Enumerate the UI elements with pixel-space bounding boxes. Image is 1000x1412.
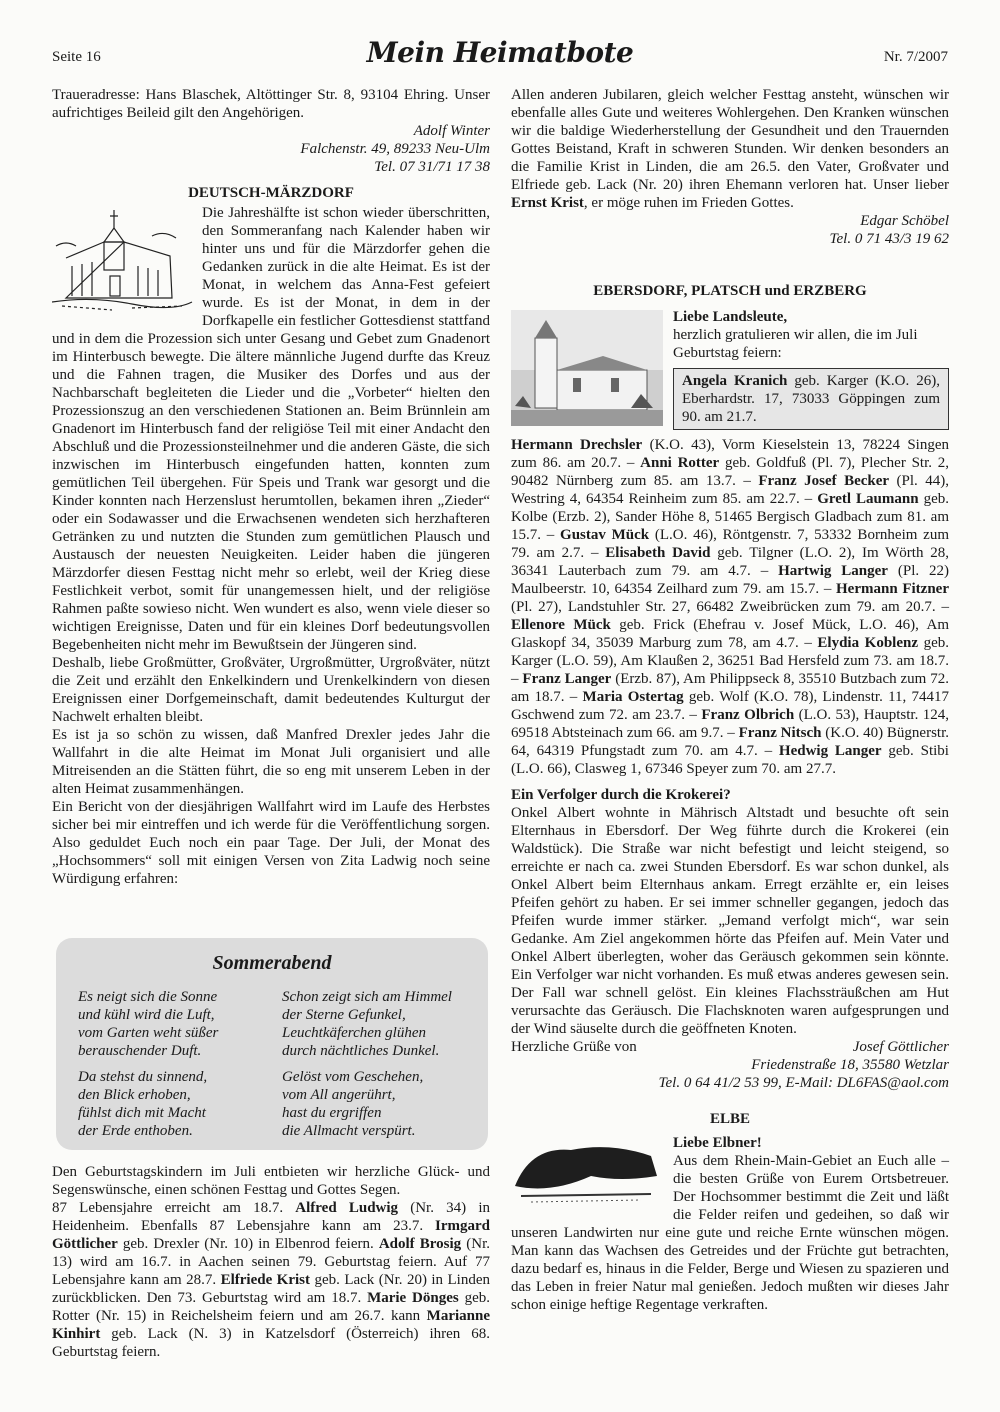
poem-title: Sommerabend	[212, 952, 332, 974]
left-column	[52, 86, 490, 888]
birthday-name: Hedwig Langer	[778, 743, 882, 759]
text-fragment: Herzliche Grüße von	[511, 1039, 637, 1055]
text-fragment: 87 Lebensjahre erreicht am 18.7.	[52, 1200, 296, 1216]
text-fragment: (Nr. 34) in Heidenheim. Ebenfalls 87 Lebensjahre kann am 23.7.	[52, 1200, 490, 1234]
birthday-name: Franz Josef Becker	[758, 473, 890, 489]
page-number: Seite 16	[52, 49, 101, 65]
greeting-text: herzlich gratulieren wir allen, die im Juli Geburtstag feiern:	[673, 327, 918, 361]
birthday-section	[52, 1163, 490, 1361]
birthday-name: Franz Langer	[522, 671, 612, 687]
condolence-text: Traueradresse: Hans Blaschek, Altöttinger Str. 8, 93104 Ehring. Unser aufrichtiges Beileid gilt den Angehörigen.	[52, 87, 490, 121]
text-fragment: geb. Karger (K.O. 26), Eberhardstr. 17, 73033 Göppingen zum 90. am 21.7.	[682, 373, 940, 425]
birthday-details: (K.O. 43), Vorm Kieselstein 13, 78224 Singen zum 86. am 20.7. –	[511, 437, 949, 471]
signature-address: Friedenstraße 18, 35580 Wetzlar	[751, 1057, 949, 1073]
story-text: Onkel Albert wohnte in Mährisch Altstadt und besuchte oft sein Elternhaus in Ebersdorf. Der Weg führte durch die Krokerei (ein Waldstück). Die Straße war nicht befestigt und leicht steigend, so erreichte er nach ca. zwei Stunden Ebersdorf. Es war schon dunkel, als Onkel Albert beim Elternhaus ankam. Erregt erzählte er, ein leises Pfeifen gehört zu haben. Er sei immer schneller gegangen, jedoch das Pfeifen wurde immer stärker. „Jemand verfolgt mich“, war sein Gedanke. Am Ziel angekommen hörte das Pfeifen auf. Mein Vater und Onkel Albert überlegten, woher das Geräusch gekommen sein könnte. Ein Verfolger war nicht vorhanden. Es muß etwas anderes gewesen sein. Der Fall war schnell gelöst. Ein kleines Flachssträußchen am Hut verursachte das Geräusch. Die Flachsknoten waren aufgesprungen und der Wind säuselte durch die geöffneten Knoten.	[511, 805, 949, 1037]
text-fragment: geb. Drexler (Nr. 10) in Elbenrod feiern.	[117, 1236, 379, 1252]
issue-number: Nr. 7/2007	[883, 49, 948, 65]
section-heading: EBERSDORF, PLATSCH und ERZBERG	[593, 283, 867, 299]
masthead-logo: Mein Heimatbote	[366, 36, 634, 69]
section-heading: DEUTSCH-MÄRZDORF	[188, 185, 354, 201]
wishes-text	[511, 86, 949, 212]
birthday-name: Anni Rotter	[640, 455, 720, 471]
signature-name: Josef Göttlicher	[852, 1039, 949, 1055]
birthday-details: geb. Wolf (K.O. 78), Lindenstr. 11, 74417 Gschwend zum 72. am 23.7. –	[511, 689, 950, 723]
birthday-name: Elfriede Krist	[220, 1272, 311, 1288]
birthday-list	[52, 1199, 490, 1361]
birthday-name: Hartwig Langer	[778, 563, 888, 579]
birthday-name: Gustav Mück	[560, 527, 650, 543]
landscape-illustration	[511, 1136, 663, 1206]
poem-stanza-1: Es neigt sich die Sonne und kühl wird die Luft, vom Garten weht süßer berauschender Duft.	[78, 989, 219, 1059]
greeting-heading: Liebe Landsleute,	[673, 309, 788, 325]
regards-line	[511, 1038, 949, 1056]
highlight-box	[673, 368, 949, 430]
birthday-name: Maria Ostertag	[582, 689, 684, 705]
birthday-name: Marianne Kinhirt	[52, 1308, 490, 1342]
signature-address: Falchenstr. 49, 89233 Neu-Ulm	[300, 141, 490, 157]
text-fragment: geb. Lack (N. 3) in Katzelsdorf (Österreich) ihren 68. Geburtstag feiern.	[52, 1326, 490, 1360]
birthday-name: Hermann Drechsler	[511, 437, 643, 453]
birthday-name: Irmgard Göttlicher	[52, 1218, 490, 1252]
birthday-details: (Pl. 27), Landstuhler Str. 27, 66482 Zweibrücken zum 79. am 20.7. –	[511, 599, 949, 615]
birthday-details: geb. Stibi (L.O. 66), Clasweg 1, 67346 Speyer zum 70. am 27.7.	[511, 743, 949, 777]
article-body-1: Die Jahreshälfte ist schon wieder überschritten, den Sommeranfang nach Kalender haben wir hinter uns und für die Märzdorfer gehen die Gedanken zurück in die alte Heimat. Es ist der Monat, in welchem das Anna-Fest gefeiert wurde. Es ist der Monat, in dem in der Dorfkapelle ein festlicher Gottesdienst stattfand und in dem die Prozession sich unter Gesang und Gebet zum Gnadenort im Hinterbusch bewegte. Die ältere männliche Jugend durfte das Kreuz und die Fahnen tragen, die Musiker des Dorfes und aus der Nachbarschaft begleiteten die Lieder und die „Vorbeter“ hielten den Prozessionszug an den verschiedenen Stationen an. Beim Brünnlein am Gnadenort im Hinterbusch fand der religiöse Teil mit einer Andacht den Abschluß und die Prozessionsteilnehmer und die anderen Gäste, die sich inzwischen im Hinterbusch eingefunden hatten, konnten zum gemütlichen Teil übergehen. Für Speis und Trank war gesorgt und die Kinder konnten nach Herzenslust herumtollen, bekamen ihren „Zieder“ oder ein Sodawasser und die Erwachsenen wendeten sich herzhafteren Getränken zu und nutzten die Stunden zum gemütlichen Plausch und Austausch der neuesten Neuigkeiten. Leider haben die jüngeren Märzdorfer diesen Festtag nicht mehr so erlebt, weil der Krieg diese Festlichkeit verbot, somit für unangemessen hielt, und der religiöse Rahmen paßte sowieso nicht. Wen wundert es also, wenn viele dieser so wichtigen Ereignisse, Daten und für ein kleines Dorf bedeutungsvollen Begebenheiten nicht mehr im Bewußtsein der Jüngeren sind.	[52, 205, 490, 653]
birthday-details: (Erzb. 87), Am Philippseck 8, 35510 Butzbach zum 72. am 18.7. –	[511, 671, 950, 705]
poem-stanza-4: Gelöst vom Geschehen, vom All angerührt, hast du ergriffen die Allmacht verspürt.	[282, 1069, 424, 1139]
poem-stanza-3: Da stehst du sinnend, den Blick erhoben, fühlst dich mit Macht der Erde enthoben.	[78, 1069, 208, 1139]
birthday-details: (Pl. 22) Maulbeerstr. 10, 64354 Zeilhard zum 79. am 15.7. –	[511, 563, 949, 597]
greeting-heading: Liebe Elbner!	[673, 1135, 762, 1151]
birthday-name: Franz Nitsch	[738, 725, 822, 741]
birthday-name: Hermann Fitzner	[836, 581, 949, 597]
text-fragment: geb. Rotter (Nr. 15) in Reichelsheim feiern und am 26.7. kann	[52, 1290, 490, 1324]
birthday-details: geb. Frick (Ehefrau v. Josef Mück, L.O. 46), Am Glaskopf 34, 35039 Marburg zum 78, am 4.7. –	[511, 617, 950, 651]
church-photo	[511, 310, 663, 426]
birthday-details: (L.O. 46), Röntgenstr. 7, 53332 Bornheim zum 79. am 2.7. –	[511, 527, 950, 561]
birthday-name: Elydia Koblenz	[817, 635, 919, 651]
highlight-name: Angela Kranich	[682, 373, 788, 389]
birthday-list-right	[511, 436, 949, 778]
birthday-name: Marie Dönges	[367, 1290, 459, 1306]
signature-phone: Tel. 0 71 43/3 19 62	[829, 231, 949, 247]
birthday-details: (Pl. 44), Westring 4, 64354 Reinheim zum 85. am 22.7. –	[511, 473, 949, 507]
birthday-details: (L.O. 53), Hauptstr. 124, 69518 Abtsteinach zum 66. am 9.7. –	[511, 707, 950, 741]
birthday-name: Gretl Laumann	[817, 491, 919, 507]
article-body-3: Es ist ja so schön zu wissen, daß Manfred Drexler jedes Jahr die Wallfahrt in die alte Heimat im Monat Juli organisiert und alle Mitreisenden an die Stätten führt, die so eng mit unserem Leben in der alten Heimat zusammenhängen.	[52, 727, 490, 797]
birthday-details: geb. Tilgner (L.O. 2), Im Wörth 28, 36341 Lauterbach zum 79. am 4.7. –	[511, 545, 950, 579]
memorial-name: Ernst Krist	[511, 195, 584, 211]
birthday-details: geb. Kolbe (Erzb. 2), Sander Höhe 8, 51465 Bergisch Gladbach zum 81. am 15.7. –	[511, 491, 949, 543]
right-column	[511, 86, 949, 1314]
text-fragment: geb. Lack (Nr. 20) in Linden zurückblicken. Den 73. Geburtstag wird am 18.7.	[52, 1272, 490, 1306]
poem-box	[56, 938, 488, 1150]
article-body-2: Deshalb, liebe Großmütter, Großväter, Urgroßmütter, Urgroßväter, nützt die Zeit und erzählt den Enkelkindern und Urenkelkindern von diesen Ereignissen einer Dorfgemeinschaft, damit bedeutendes Kulturgut der Nachwelt erhalten bleibt.	[52, 655, 490, 725]
signature-name: Edgar Schöbel	[860, 213, 949, 229]
birthday-name: Alfred Ludwig	[295, 1200, 399, 1216]
signature-name: Adolf Winter	[413, 123, 490, 139]
article-body-4: Ein Bericht von der diesjährigen Wallfahrt wird im Laufe des Herbstes sicher bei mir eintreffen und ich werde für die Veröffentlichung sorgen. Also geduldet Euch noch ein paar Tage. Der Juli, der Monat des „Hochsommers“ soll mit einigen Versen von Zita Ladwig noch seine Würdigung erfahren:	[52, 799, 490, 887]
text-fragment: , er möge ruhen im Frieden Gottes.	[583, 195, 794, 211]
birthday-name: Ellenore Mück	[511, 617, 611, 633]
poem-stanza-2: Schon zeigt sich am Himmel der Sterne Gefunkel, Leuchtkäferchen glühen durch nächtliches Dunkel.	[282, 989, 452, 1059]
text-fragment: (Nr. 13) wird am 16.7. in Aachen seinen 79. Geburtstag feiern. Auf 77 Lebensjahre kann am 28.7.	[52, 1236, 491, 1288]
birthday-intro: Den Geburtstagskindern im Juli entbieten wir herzliche Glück- und Segenswünsche, einen schönen Festtag und Gottes Segen.	[52, 1164, 490, 1198]
text-fragment: Allen anderen Jubilaren, gleich welcher Festtag ansteht, wünschen wir ebenfalle alles Gute und weiteres Wohlergehen. Den Kranken wünschen wir die baldige Wiederherstellung der Gesundheit und den Trauernden Gottes Beistand, Kraft in schweren Stunden. Wir denken besonders an die Familie Krist in Linden, die am 26.5. den Vater, Großvater und Elfriede geb. Lack (Nr. 20) ihren Ehemann verloren hat. Unser lieber	[511, 87, 949, 193]
birthday-name: Franz Olbrich	[701, 707, 795, 723]
birthday-details: (K.O. 40) Bügnerstr. 64, 64319 Pfungstadt zum 70. am 4.7. –	[511, 725, 950, 759]
birthday-name: Elisabeth David	[605, 545, 711, 561]
birthday-details: geb. Goldfuß (Pl. 7), Plecher Str. 2, 90482 Nürnberg zum 85. am 13.7. –	[511, 455, 950, 489]
birthday-name: Adolf Brosig	[378, 1236, 462, 1252]
story-title: Ein Verfolger durch die Krokerei?	[511, 787, 731, 803]
signature-phone: Tel. 07 31/71 17 38	[374, 159, 490, 175]
section-heading: ELBE	[709, 1111, 751, 1127]
birthday-details: geb. Karger (L.O. 59), Am Klaußen 2, 36251 Bad Hersfeld zum 73. am 18.7. –	[511, 635, 949, 687]
signature-contact: Tel. 0 64 41/2 53 99, E-Mail: DL6FAS@aol.com	[658, 1075, 949, 1091]
elbe-text: Aus dem Rhein-Main-Gebiet an Euch alle – die besten Grüße von Eurem Ortsbetreuer. Der Hochsommer bestimmt die Zeit und läßt die Felder reifen und gedeihen, so daß wir unseren Landwirten nur eine gute und reiche Ernte wünschen mögen. Man kann das Wachsen des Getreides und der Früchte gut betrachten, dazu bedarf es, hinaus in die Felder, Berge und Wiesen zu spazieren und das Leben in freier Natur mal genießen. Jedoch mußten wir dieses Jahr schon einige heftige Regentage verkraften.	[511, 1153, 949, 1313]
chapel-illustration	[52, 206, 194, 314]
